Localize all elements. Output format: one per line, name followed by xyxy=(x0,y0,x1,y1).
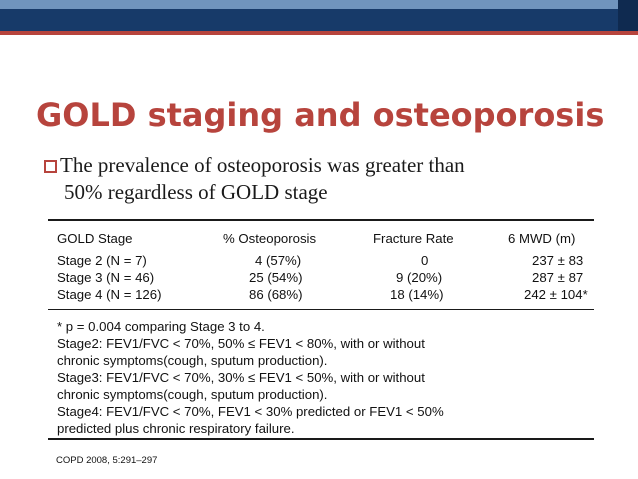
footnote-line: Stage2: FEV1/FVC < 70%, 50% ≤ FEV1 < 80%, with or without xyxy=(57,336,425,351)
header-bar-corner xyxy=(618,0,638,31)
citation: COPD 2008, 5:291–297 xyxy=(56,455,158,466)
bullet-text-line1: The prevalence of osteoporosis was greater than xyxy=(60,153,465,177)
bullet-point xyxy=(44,152,604,206)
table-top-rule xyxy=(48,219,594,221)
table-cell: 287 ± 87 xyxy=(532,270,584,285)
table-cell: Stage 2 (N = 7) xyxy=(57,253,147,268)
table-cell: Stage 4 (N = 126) xyxy=(57,287,162,302)
footnote-line: chronic symptoms(cough, sputum production). xyxy=(57,387,328,402)
footnote-line: Stage4: FEV1/FVC < 70%, FEV1 < 30% predicted or FEV1 < 50% xyxy=(57,404,444,419)
table-cell: 237 ± 83 xyxy=(532,253,584,268)
table-cell: 25 (54%) xyxy=(249,270,303,285)
table-cell: Stage 3 (N = 46) xyxy=(57,270,155,285)
header-bar xyxy=(0,0,638,31)
table-cell: 4 (57%) xyxy=(255,253,302,268)
table-cell: 242 ± 104* xyxy=(524,287,588,302)
header-bar-highlight xyxy=(0,0,618,9)
bullet-text-line2: 50% regardless of GOLD stage xyxy=(64,180,328,204)
table-header: % Osteoporosis xyxy=(223,231,317,246)
table-footnote-rule xyxy=(48,309,594,310)
table-footnotes xyxy=(57,318,597,437)
table-bottom-rule xyxy=(48,438,594,440)
table-cell: 9 (20%) xyxy=(396,270,443,285)
table-cell: 0 xyxy=(421,253,429,268)
slide-title: GOLD staging and osteoporosis xyxy=(36,96,605,134)
header-accent-line xyxy=(0,31,638,35)
footnote-line: predicted plus chronic respiratory failure. xyxy=(57,421,295,436)
table-header: 6 MWD (m) xyxy=(508,231,576,246)
footnote-line: Stage3: FEV1/FVC < 70%, 30% ≤ FEV1 < 50%, with or without xyxy=(57,370,425,385)
footnote-line: * p = 0.004 comparing Stage 3 to 4. xyxy=(57,319,265,334)
table-cell: 18 (14%) xyxy=(390,287,444,302)
table-cell: 86 (68%) xyxy=(249,287,303,302)
table-header: Fracture Rate xyxy=(373,231,454,246)
checkbox-bullet-icon xyxy=(44,160,57,173)
footnote-line: chronic symptoms(cough, sputum production). xyxy=(57,353,328,368)
table-header: GOLD Stage xyxy=(57,231,133,246)
